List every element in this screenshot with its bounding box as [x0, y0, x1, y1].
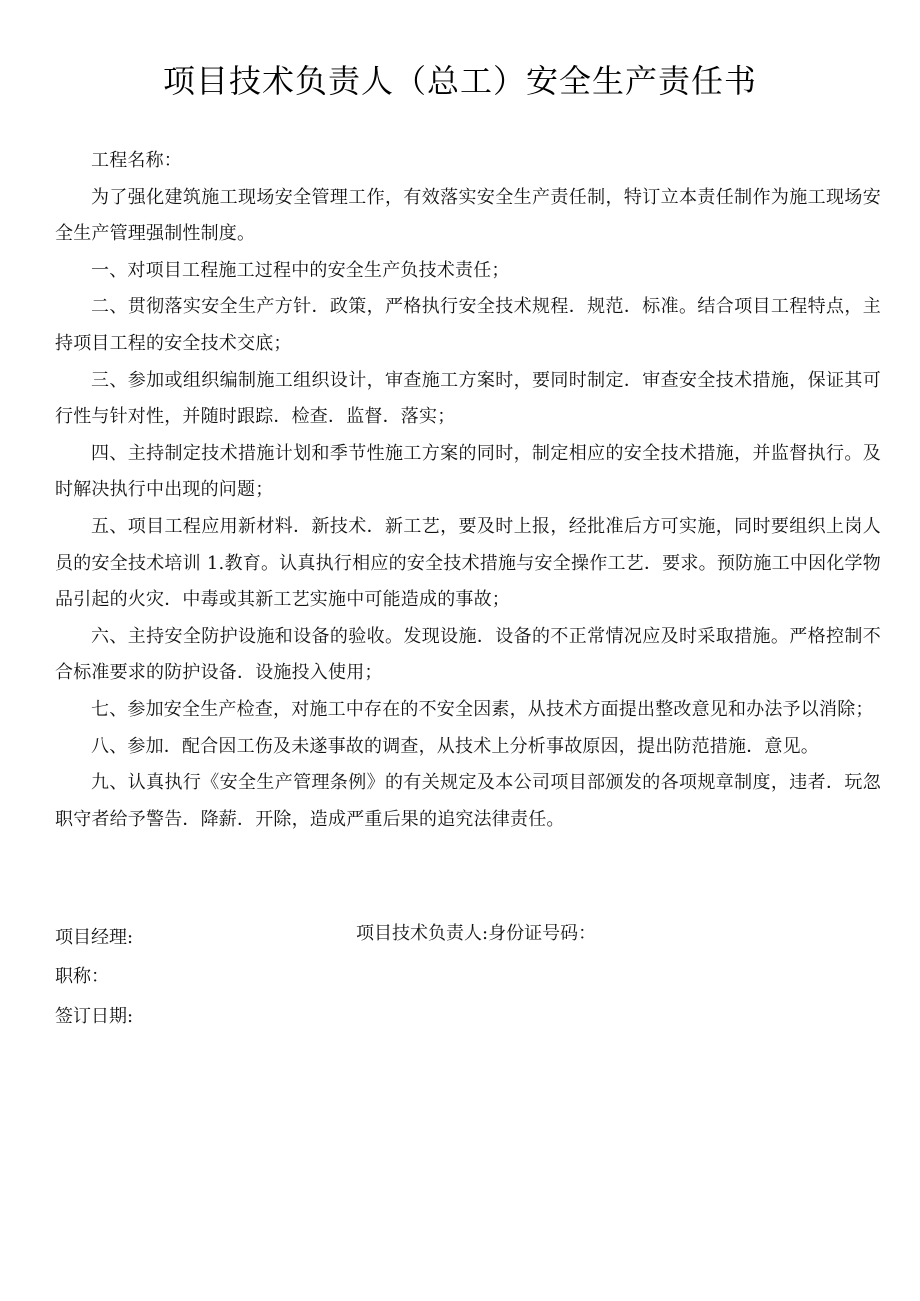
title-label: 职称：: [55, 966, 109, 987]
clause-5: 五、项目工程应用新材料．新技术．新工艺，要及时上报，经批准后方可实施，同时要组织上岗人员的安全技术培训 1.教育。认真执行相应的安全技术措施与安全操作工艺．要求。预防施工中因化学物品引起的火灾．中毒或其新工艺实施中可能造成的事故；: [55, 515, 881, 611]
clause-3: 三、参加或组织编制施工组织设计，审查施工方案时，要同时制定．审查安全技术措施，保证其可行性与针对性，并随时跟踪．检查．监督．落实；: [55, 369, 881, 428]
clause-8: 八、参加．配合因工伤及未遂事故的调查，从技术上分析事故原因，提出防范措施．意见。: [91, 735, 819, 757]
document-title: 项目技术负责人（总工）安全生产责任书: [162, 62, 757, 100]
clause-6: 六、主持安全防护设施和设备的验收。发现设施．设备的不正常情况应及时采取措施。严格控制不合标准要求的防护设备．设施投入使用；: [55, 625, 881, 684]
project-manager-label: 项目经理:: [55, 927, 134, 948]
document-body: [55, 143, 881, 838]
tech-lead-id-label: 项目技术负责人:身份证号码：: [356, 923, 597, 944]
clause-2: 二、贯彻落实安全生产方针．政策，严格执行安全技术规程．规范．标准。结合项目工程特点，主持项目工程的安全技术交底；: [55, 296, 881, 354]
project-name-line: 工程名称：: [91, 150, 182, 171]
clause-4: 四、主持制定技术措施计划和季节性施工方案的同时，制定相应的安全技术措施，并监督执行。及时解决执行中出现的问题；: [55, 442, 881, 501]
clause-1: 一、对项目工程施工过程中的安全生产负技术责任；: [91, 259, 510, 281]
intro-paragraph: 为了强化建筑施工现场安全管理工作，有效落实安全生产责任制，特订立本责任制作为施工现场安全生产管理强制性制度。: [55, 186, 881, 245]
sign-date-label: 签订日期:: [55, 1006, 134, 1027]
clause-7: 七、参加安全生产检查，对施工中存在的不安全因素，从技术方面提出整改意见和办法予以消除；: [91, 698, 874, 720]
clause-9: 九、认真执行《安全生产管理条例》的有关规定及本公司项目部颁发的各项规章制度，违者．玩忽职守者给予警告．降薪．开除，造成严重后果的追究法律责任。: [55, 772, 881, 830]
